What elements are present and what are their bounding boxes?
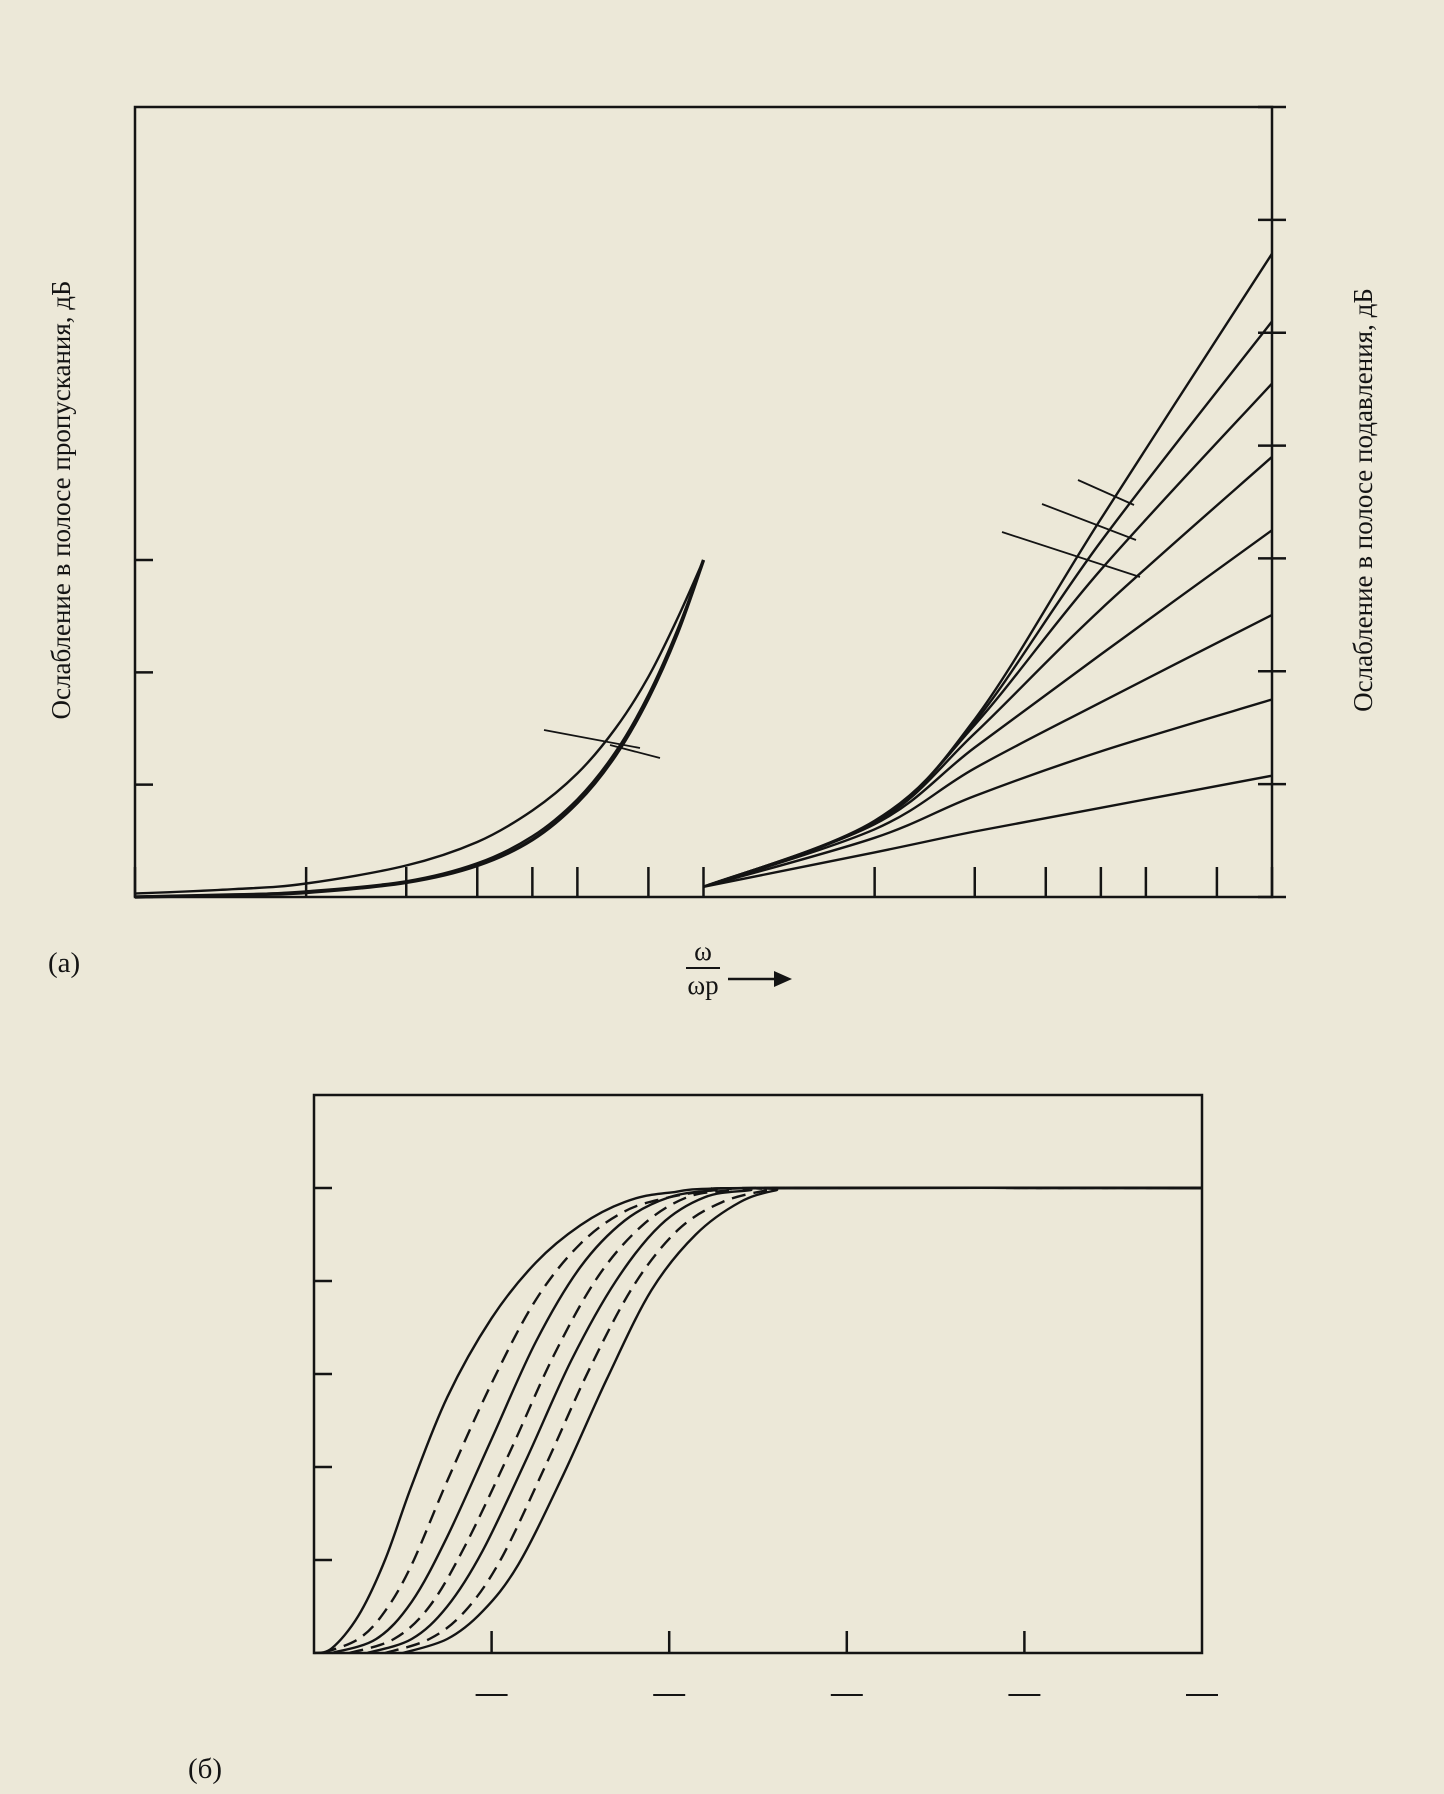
passband-curve-3-8 bbox=[135, 560, 704, 897]
stopband-curve-1 bbox=[704, 776, 1273, 887]
panel-a-right-axis-title: Ослабление в полосе подавления, дБ bbox=[1348, 288, 1378, 712]
panel-a-curves bbox=[135, 254, 1272, 897]
panel-a-label: (a) bbox=[48, 947, 81, 979]
x-axis-title-numerator: ω bbox=[694, 936, 712, 966]
step-curve-3 bbox=[323, 1188, 1202, 1653]
x-axis-title-denominator: ωp bbox=[687, 970, 719, 1000]
leader-line-6 bbox=[1042, 504, 1136, 540]
panel-a-left-axis-title: Ослабление в полосе пропускания, дБ bbox=[46, 280, 76, 720]
step-curve-7 bbox=[385, 1188, 1202, 1653]
panel-a-plot-frame bbox=[135, 107, 1272, 897]
panel-b-label: (б) bbox=[188, 1753, 223, 1785]
step-curve-n-2 bbox=[314, 1188, 1202, 1653]
panel-b-y-axis bbox=[314, 1188, 332, 1560]
panel-b-x-axis bbox=[476, 1631, 1218, 1695]
panel-a-x-axis-title bbox=[686, 936, 792, 1000]
step-curve-6 bbox=[367, 1188, 1202, 1653]
stopband-curve-3 bbox=[704, 615, 1273, 887]
stopband-curve-6 bbox=[704, 384, 1273, 887]
passband-curve-2 bbox=[135, 560, 704, 897]
passband-curve-n-1 bbox=[135, 560, 704, 894]
panel-a-curve-label-leaders bbox=[544, 480, 1140, 758]
x-axis-arrow-head bbox=[774, 971, 792, 987]
panel-a-attenuation-chart bbox=[46, 107, 1378, 1000]
leader-line-5 bbox=[1002, 532, 1140, 577]
panel-b-step-response-chart bbox=[188, 1095, 1218, 1785]
panel-a-left-y-axis bbox=[135, 560, 153, 897]
leader-line-7 bbox=[1078, 480, 1134, 505]
stopband-curve-7 bbox=[704, 321, 1273, 886]
panel-b-plot-frame bbox=[314, 1095, 1202, 1653]
step-curve-8 bbox=[403, 1188, 1202, 1653]
stopband-curve-5 bbox=[704, 457, 1273, 887]
step-curve-5 bbox=[350, 1188, 1203, 1653]
panel-b-curves bbox=[314, 1188, 1202, 1653]
